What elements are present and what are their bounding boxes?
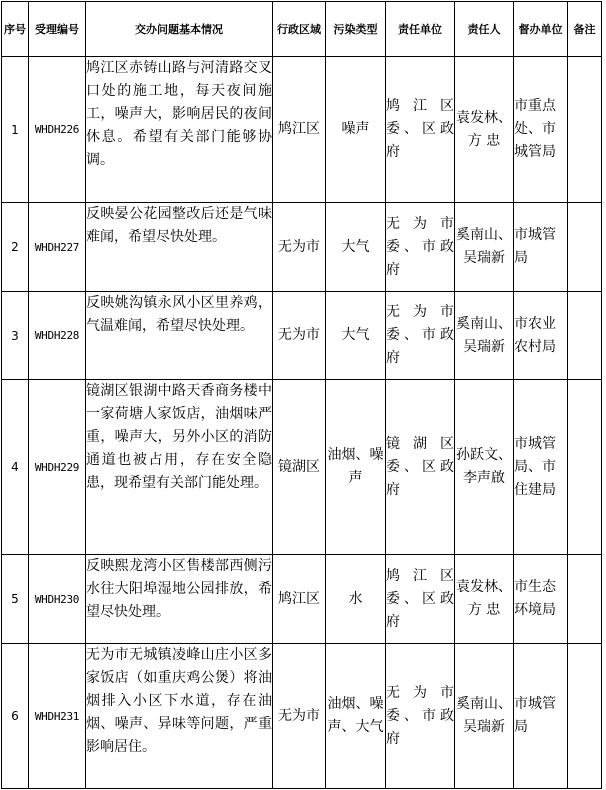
row-responsible-unit: 鸠江区委、区政府 — [386, 555, 455, 644]
row-code: WHDH229 — [29, 380, 86, 555]
row-remarks — [568, 644, 602, 789]
header-index: 序号 — [2, 2, 29, 57]
header-description: 交办问题基本情况 — [86, 2, 273, 57]
header-code: 受理编号 — [29, 2, 86, 57]
row-pollution-type: 油烟、噪声 — [326, 380, 386, 555]
header-region: 行政区域 — [273, 2, 326, 57]
header-remarks: 备注 — [568, 2, 602, 57]
table-row — [2, 203, 602, 292]
row-remarks — [568, 57, 602, 203]
row-region: 鸠江区 — [273, 57, 326, 203]
row-supervising-unit: 市生态环境局 — [514, 555, 568, 644]
row-index: 5 — [2, 555, 29, 644]
row-description: 镜湖区银湖中路天香商务楼中一家荷塘人家饭店，油烟味严重，噪声大，另外小区的消防通道也被占用，存在安全隐患，现希望有关部门能处理。 — [86, 380, 273, 555]
table-row — [2, 57, 602, 203]
row-pollution-type: 油烟、噪声、大气 — [326, 644, 386, 789]
row-pollution-type: 水 — [326, 555, 386, 644]
row-code: WHDH231 — [29, 644, 86, 789]
table-row — [2, 292, 602, 380]
header-responsible-unit: 责任单位 — [386, 2, 455, 57]
row-region: 鸠江区 — [273, 555, 326, 644]
row-index: 1 — [2, 57, 29, 203]
row-responsible-person: 袁发林、方 忠 — [455, 555, 514, 644]
table-row — [2, 380, 602, 555]
row-index: 4 — [2, 380, 29, 555]
row-responsible-unit: 镜湖区委、区政府 — [386, 380, 455, 555]
row-responsible-unit: 鸠江区委、区政府 — [386, 57, 455, 203]
row-index: 6 — [2, 644, 29, 789]
row-remarks — [568, 555, 602, 644]
row-remarks — [568, 203, 602, 292]
row-remarks — [568, 292, 602, 380]
row-responsible-person: 奚南山、吴瑞新 — [455, 292, 514, 380]
row-supervising-unit: 市城管局、市住建局 — [514, 380, 568, 555]
header-pollution-type: 污染类型 — [326, 2, 386, 57]
row-pollution-type: 大气 — [326, 292, 386, 380]
row-supervising-unit: 市城管局 — [514, 644, 568, 789]
row-pollution-type: 大气 — [326, 203, 386, 292]
row-code: WHDH226 — [29, 57, 86, 203]
row-code: WHDH230 — [29, 555, 86, 644]
row-remarks — [568, 380, 602, 555]
row-region: 镜湖区 — [273, 380, 326, 555]
row-responsible-person: 奚南山、吴瑞新 — [455, 203, 514, 292]
header-row — [2, 2, 602, 57]
row-code: WHDH228 — [29, 292, 86, 380]
row-responsible-unit: 无为市委、市政府 — [386, 292, 455, 380]
row-description: 反映姚沟镇永风小区里养鸡，气温难闻，希望尽快处理。 — [86, 292, 273, 380]
row-region: 无为市 — [273, 644, 326, 789]
table-row — [2, 644, 602, 789]
header-responsible-person: 责任人 — [455, 2, 514, 57]
row-description: 无为市无城镇凌峰山庄小区多家饭店（如重庆鸡公煲）将油烟排入小区下水道，存在油烟、噪声、异味等问题，严重影响居住。 — [86, 644, 273, 789]
row-region: 无为市 — [273, 292, 326, 380]
row-region: 无为市 — [273, 203, 326, 292]
row-index: 3 — [2, 292, 29, 380]
row-responsible-person: 孙跃文、李声啟 — [455, 380, 514, 555]
row-index: 2 — [2, 203, 29, 292]
complaint-table — [1, 1, 602, 789]
row-pollution-type: 噪声 — [326, 57, 386, 203]
header-supervising-unit: 督办单位 — [514, 2, 568, 57]
row-supervising-unit: 市城管局 — [514, 203, 568, 292]
row-responsible-unit: 无为市委、市政府 — [386, 644, 455, 789]
row-responsible-unit: 无为市委、市政府 — [386, 203, 455, 292]
row-code: WHDH227 — [29, 203, 86, 292]
row-supervising-unit: 市农业农村局 — [514, 292, 568, 380]
row-supervising-unit: 市重点处、市城管局 — [514, 57, 568, 203]
table-row — [2, 555, 602, 644]
row-description: 反映熙龙湾小区售楼部西侧污水往大阳埠湿地公园排放，希望尽快处理。 — [86, 555, 273, 644]
row-description: 反映晏公花园整改后还是气味难闻，希望尽快处理。 — [86, 203, 273, 292]
row-responsible-person: 奚南山、吴瑞新 — [455, 644, 514, 789]
row-description: 鸠江区赤铸山路与河清路交叉口处的施工地，每天夜间施工，噪声大，影响居民的夜间休息。希望有关部门能够协调。 — [86, 57, 273, 203]
row-responsible-person: 袁发林、方 忠 — [455, 57, 514, 203]
